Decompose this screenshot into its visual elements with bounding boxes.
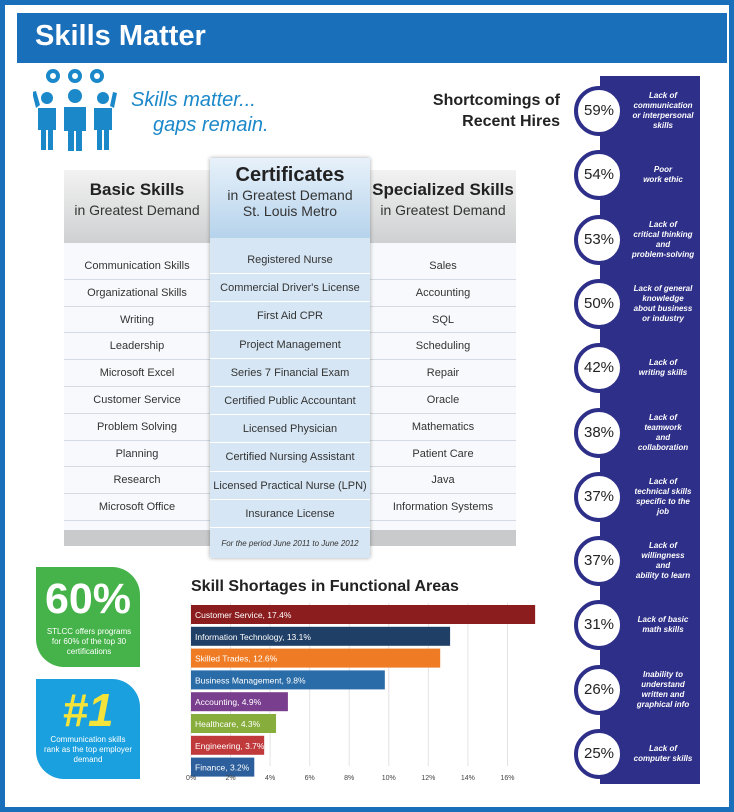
shortcoming-label-line: communication — [633, 101, 693, 110]
specialized-skill-item: Information Systems — [370, 494, 516, 521]
shortcoming-label-line: and — [655, 561, 671, 571]
shortcoming-percent: 25% — [574, 729, 624, 779]
specialized-skills-panel — [370, 170, 516, 546]
shortcoming-label — [626, 600, 700, 650]
certificate-item: Licensed Physician — [210, 415, 370, 443]
shortcoming-label-line: technical skills — [634, 486, 692, 496]
title-bar — [17, 13, 727, 63]
shortcoming-label-line: Lack of — [648, 541, 677, 551]
tagline-line-1: Skills matter... — [131, 89, 256, 111]
bar-label: Information Technology, 13.1% — [195, 631, 311, 642]
shortcoming-label-line: and — [655, 432, 671, 442]
certificates-title: Certificates — [235, 164, 345, 186]
basic-skill-item: Organizational Skills — [64, 280, 210, 307]
certificates-subtitle-1: in Greatest Demand — [227, 187, 353, 203]
basic-skill-item: Microsoft Office — [64, 494, 210, 521]
specialized-skill-item: Mathematics — [370, 414, 516, 441]
basic-skill-item: Research — [64, 467, 210, 494]
certificates-footnote: For the period June 2011 to June 2012 — [221, 539, 359, 548]
x-tick-label: 4% — [265, 775, 276, 782]
shortcoming-item — [574, 215, 700, 271]
specialized-skills-subtitle: in Greatest Demand — [380, 202, 506, 218]
shortcomings-title-line-2: Recent Hires — [462, 113, 560, 130]
stat-60-number: 60% — [44, 575, 132, 623]
shortcoming-label-line: problem-solving — [631, 249, 695, 259]
people-gears-icon — [33, 66, 117, 152]
x-tick-label: 14% — [460, 775, 475, 782]
shortcoming-label — [626, 150, 700, 200]
shortcoming-label-line: work ethic — [643, 175, 683, 185]
basic-skill-item: Microsoft Excel — [64, 360, 210, 387]
stat-1-text: Communication skills rank as the top employer demand — [43, 735, 133, 764]
shortcomings-title — [408, 90, 560, 132]
certificates-header — [210, 158, 370, 238]
shortcoming-label-line: willingness — [641, 551, 685, 561]
shortcoming-label-line: Lack of — [648, 358, 677, 368]
shortcoming-label-line: critical thinking — [633, 229, 693, 239]
shortcomings-title-line-1: Shortcomings of — [432, 92, 560, 109]
specialized-skill-item: Oracle — [370, 387, 516, 414]
certificate-item: Series 7 Financial Exam — [210, 359, 370, 387]
shortcoming-label-line: Lack of — [648, 744, 677, 753]
bar-label: Healthcare, 4.3% — [195, 719, 261, 729]
basic-skill-item: Communication Skills — [64, 253, 210, 280]
specialized-skill-item: SQL — [370, 307, 516, 334]
shortcoming-item — [574, 150, 700, 206]
shortcoming-label — [626, 279, 700, 329]
basic-skills-footer — [64, 530, 210, 546]
specialized-skill-item: Sales — [370, 253, 516, 280]
shortcoming-label — [626, 343, 700, 393]
shortcoming-label-line: or interpersonal — [632, 111, 694, 120]
shortcoming-label-line: Lack of — [648, 476, 677, 486]
stat-60-box — [36, 567, 140, 667]
certificate-item: Licensed Practical Nurse (LPN) — [210, 472, 370, 500]
shortcoming-label-line: about business — [633, 303, 693, 313]
basic-skill-item: Writing — [64, 307, 210, 334]
shortcoming-label — [626, 729, 700, 779]
basic-skills-subtitle: in Greatest Demand — [74, 202, 200, 218]
certificate-item: Certified Public Accountant — [210, 387, 370, 415]
shortcoming-label — [626, 408, 700, 458]
shortcoming-item — [574, 665, 700, 721]
shortcoming-label-line: or industry — [642, 313, 684, 323]
basic-skills-header — [64, 170, 210, 243]
shortcoming-percent: 26% — [574, 665, 624, 715]
specialized-skills-footer — [370, 530, 516, 546]
basic-skill-item: Customer Service — [64, 387, 210, 414]
stat-1-box — [36, 679, 140, 779]
bar-label: Finance, 3.2% — [195, 762, 250, 773]
specialized-skill-item: Patient Care — [370, 441, 516, 468]
x-tick-label: 8% — [344, 775, 355, 782]
shortcoming-item — [574, 536, 700, 592]
shortcoming-label-line: and — [655, 239, 671, 249]
certificate-item: Commercial Driver's License — [210, 274, 370, 302]
shortcoming-label-line: Lack of — [648, 219, 677, 229]
page-title: Skills Matter — [35, 20, 206, 52]
x-tick-label: 12% — [421, 775, 436, 782]
shortcoming-label-line: ability to learn — [635, 571, 691, 581]
bar-label: Accounting, 4.9% — [195, 697, 262, 708]
x-tick-label: 2% — [225, 775, 236, 782]
bar-label: Customer Service, 17.4% — [195, 610, 292, 620]
shortcoming-label-line: collaboration — [637, 442, 689, 452]
skill-shortages-chart — [170, 600, 550, 790]
specialized-skill-item: Scheduling — [370, 333, 516, 360]
shortcoming-label-line: computer skills — [633, 754, 693, 763]
specialized-skill-item: Repair — [370, 360, 516, 387]
shortcoming-label-line: teamwork — [644, 422, 682, 432]
shortcoming-label-line: Lack of — [648, 412, 677, 422]
shortcoming-percent: 31% — [574, 600, 624, 650]
shortcoming-label-line: skills — [652, 121, 673, 130]
x-tick-label: 16% — [500, 775, 515, 782]
shortcoming-percent: 59% — [574, 86, 624, 136]
shortcoming-label-line: Inability to — [642, 669, 683, 679]
shortcoming-label — [626, 536, 700, 586]
shortcoming-item — [574, 472, 700, 528]
specialized-skills-header — [370, 170, 516, 243]
basic-skills-panel — [64, 170, 210, 546]
certificate-item: Registered Nurse — [210, 246, 370, 274]
shortcoming-label-line: math skills — [642, 625, 684, 635]
certificate-item: Insurance License — [210, 500, 370, 528]
certificate-item: Project Management — [210, 331, 370, 359]
shortcoming-label-line: job — [656, 506, 669, 516]
shortcoming-item — [574, 408, 700, 464]
shortcoming-label-line: writing skills — [638, 368, 688, 378]
bar-label: Engineering, 3.7% — [195, 740, 265, 751]
shortcoming-label-line: Lack of general — [633, 283, 693, 293]
shortcoming-label-line: graphical info — [636, 699, 690, 709]
shortcoming-percent: 37% — [574, 536, 624, 586]
basic-skill-item: Planning — [64, 441, 210, 468]
bar-label: Skilled Trades, 12.6% — [195, 653, 278, 664]
shortcoming-label-line: understand — [641, 679, 685, 689]
certificates-subtitle-2: St. Louis Metro — [242, 203, 338, 219]
specialized-skill-item: Accounting — [370, 280, 516, 307]
shortcoming-label-line: Lack of basic — [637, 615, 689, 625]
shortcoming-label — [626, 215, 700, 265]
shortcoming-percent: 42% — [574, 343, 624, 393]
x-tick-label: 6% — [304, 775, 315, 782]
shortcoming-item — [574, 343, 700, 399]
shortcoming-label-line: written and — [641, 689, 685, 699]
specialized-skills-title: Specialized Skills — [372, 180, 514, 199]
certificate-item: Certified Nursing Assistant — [210, 443, 370, 471]
certificate-item: First Aid CPR — [210, 302, 370, 330]
shortcoming-item — [574, 86, 700, 142]
shortcoming-label — [626, 665, 700, 715]
bar-label: Business Management, 9.8% — [195, 675, 306, 686]
shortcoming-label-line: specific to the — [636, 496, 690, 506]
basic-skills-list — [64, 253, 210, 521]
x-tick-label: 0% — [185, 775, 197, 782]
shortcoming-label-line: Poor — [653, 165, 673, 175]
shortcoming-percent: 54% — [574, 150, 624, 200]
x-tick-label: 10% — [381, 775, 396, 782]
shortcoming-item — [574, 600, 700, 656]
shortcoming-label — [626, 86, 700, 136]
stat-1-number: #1 — [62, 684, 114, 736]
shortcoming-item — [574, 729, 700, 785]
stat-60-text: STLCC offers programs for 60% of the top 30 certifications — [46, 627, 132, 656]
chart-title: Skill Shortages in Functional Areas — [191, 578, 459, 595]
shortcoming-label-line: knowledge — [642, 293, 684, 303]
specialized-skill-item: Java — [370, 467, 516, 494]
certificates-list — [210, 246, 370, 528]
shortcoming-percent: 38% — [574, 408, 624, 458]
shortcoming-percent: 50% — [574, 279, 624, 329]
shortcoming-item — [574, 279, 700, 335]
basic-skills-title: Basic Skills — [89, 180, 185, 199]
specialized-skills-list — [370, 253, 516, 521]
shortcoming-percent: 53% — [574, 215, 624, 265]
certificates-panel — [210, 158, 370, 558]
basic-skill-item: Problem Solving — [64, 414, 210, 441]
tagline-line-2: gaps remain. — [153, 114, 269, 136]
basic-skill-item: Leadership — [64, 333, 210, 360]
shortcoming-label-line: Lack of — [648, 91, 677, 100]
shortcoming-label — [626, 472, 700, 522]
shortcoming-percent: 37% — [574, 472, 624, 522]
